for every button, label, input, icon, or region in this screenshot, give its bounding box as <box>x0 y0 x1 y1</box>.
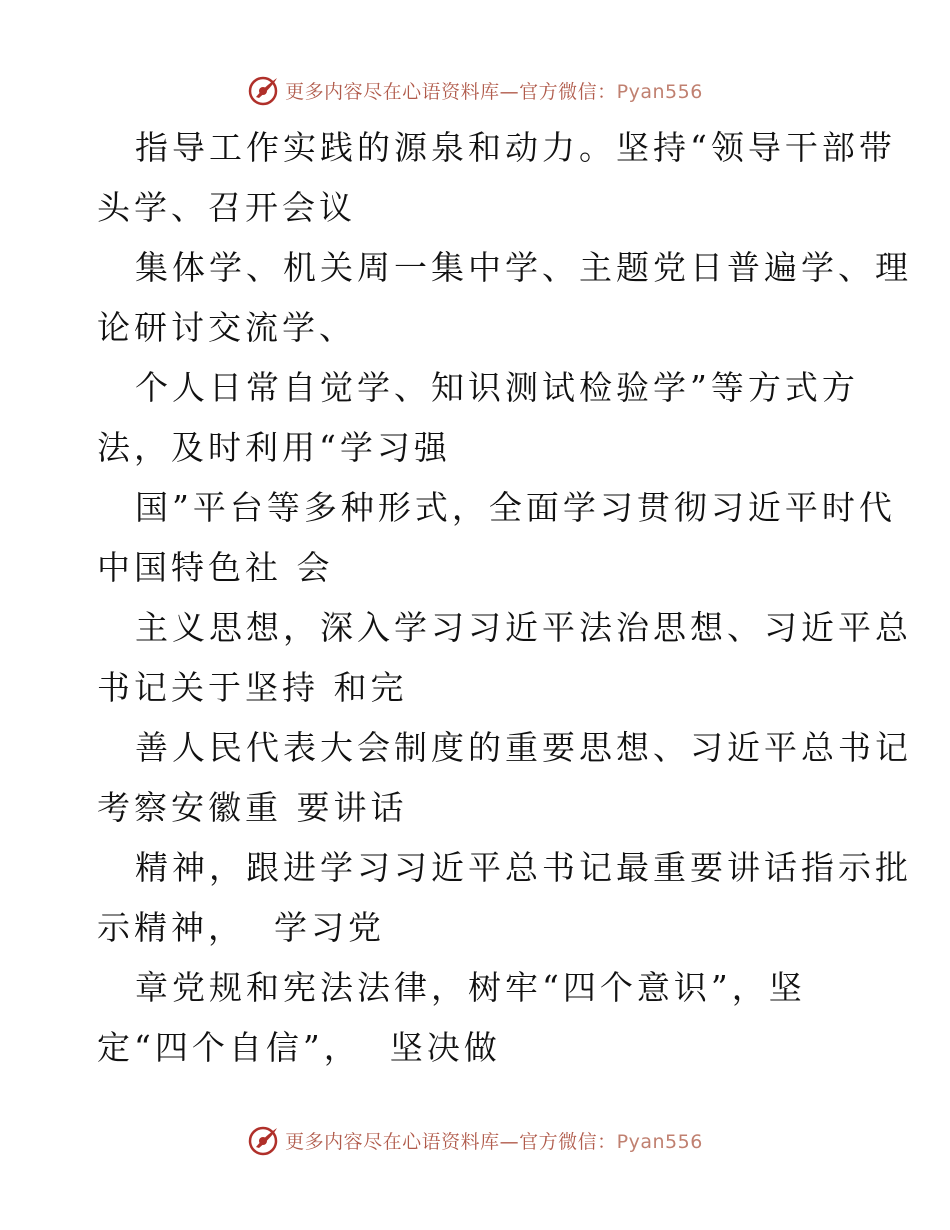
footer-banner <box>247 1123 703 1157</box>
text-line: 法，及时利用“学习强 <box>97 428 451 467</box>
footer-banner-main: 更多内容尽在心语资料库—官方微信： <box>285 1130 617 1153</box>
text-line: 个人日常自觉学、知识测试检验学”等方式方 <box>135 368 859 407</box>
text-line: 善人民代表大会制度的重要思想、习近平总书记 <box>135 728 912 767</box>
text-line: 定“四个自信”， 坚决做 <box>97 1028 501 1067</box>
text-line: 中国特色社 会 <box>97 548 334 587</box>
text-line: 考察安徽重 要讲话 <box>97 788 408 827</box>
text-line: 指导工作实践的源泉和动力。坚持“领导干部带 <box>135 128 896 167</box>
header-banner-text <box>285 77 703 104</box>
header-wechat-id: Pyan556 <box>616 80 703 103</box>
text-line: 国”平台等多种形式，全面学习贯彻习近平时代 <box>135 488 896 527</box>
footer-wechat-id: Pyan556 <box>616 1130 703 1153</box>
text-line: 示精神， 学习党 <box>97 908 385 947</box>
text-line: 主义思想，深入学习习近平法治思想、习近平总 <box>135 608 912 647</box>
page-footer <box>0 1120 950 1160</box>
text-line: 精神，跟进学习习近平总书记最重要讲话指示批 <box>135 848 912 887</box>
text-line: 书记关于坚持 和完 <box>97 668 408 707</box>
page-header <box>0 70 950 110</box>
header-banner <box>247 73 703 107</box>
quill-logo-icon <box>247 1123 281 1157</box>
document-body <box>97 122 912 1082</box>
text-line: 论研讨交流学、 <box>97 308 356 347</box>
text-line: 集体学、机关周一集中学、主题党日普遍学、理 <box>135 248 912 287</box>
text-line: 章党规和宪法法律，树牢“四个意识”，坚 <box>135 968 806 1007</box>
quill-logo-icon <box>247 73 281 107</box>
text-line: 头学、召开会议 <box>97 188 356 227</box>
footer-banner-text <box>285 1127 703 1154</box>
header-banner-main: 更多内容尽在心语资料库—官方微信： <box>285 80 617 103</box>
